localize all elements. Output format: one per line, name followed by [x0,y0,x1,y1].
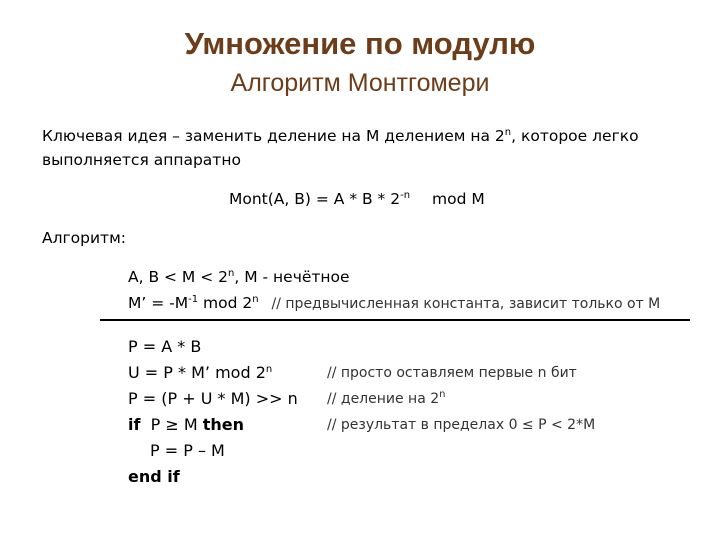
code4-condition: P ≥ M [150,415,198,434]
code-line-1: P = A * B [128,337,202,356]
formula-mod: mod M [432,190,485,208]
precond2-sup: -1 [188,294,199,305]
code2-sup: n [265,364,273,375]
divider-rule [100,319,690,321]
intro-text-a: Ключевая идея – заменить деление на M делением на 2 [42,127,505,145]
slide-subtitle: Алгоритм Монтгомери [230,69,490,97]
intro-sup: n [504,127,512,138]
precond2-text-a: M’ = -M [128,294,189,312]
formula-sup: -n [400,190,411,201]
code-line-6 [128,467,180,486]
keyword-end-if: end if [128,467,180,486]
keyword-if: if [128,415,141,434]
formula-main: Mont(A, B) = A * B * 2 [229,190,401,208]
intro-text-b: , которое легко [511,127,639,145]
code2-text: U = P * M’ mod 2 [128,363,266,382]
precond2-comment: // предвычисленная константа, зависит только от M [271,296,661,312]
keyword-then: then [202,415,245,434]
precondition-line-2 [128,294,660,312]
precond2-sup2: n [252,294,259,305]
code-line-4 [128,415,244,434]
code-line-3-comment [327,391,446,407]
code3-comment-text: // деление на 2 [327,391,440,407]
code-line-5: P = P – M [150,441,225,460]
precondition-line-1 [128,268,350,286]
algorithm-label: Алгоритм: [42,229,126,247]
slide-title: Умножение по модулю [184,26,536,61]
precond-sup: n [228,268,235,279]
code-line-3: P = (P + U * M) >> n [128,389,298,408]
code-line-2 [128,363,272,382]
code3-comment-sup: n [439,389,446,400]
intro-line-2: выполняется аппаратно [42,151,241,169]
code-line-4-comment: // результат в пределах 0 ≤ P < 2*M [327,417,596,433]
intro-line-1 [42,127,639,145]
formula [229,190,485,208]
precond-text-a: A, B < M < 2 [128,268,229,286]
code-line-2-comment: // просто оставляем первые n бит [327,365,577,381]
precond-text-b: , M - нечётное [234,268,350,286]
precond2-text-b: mod 2 [198,294,253,312]
